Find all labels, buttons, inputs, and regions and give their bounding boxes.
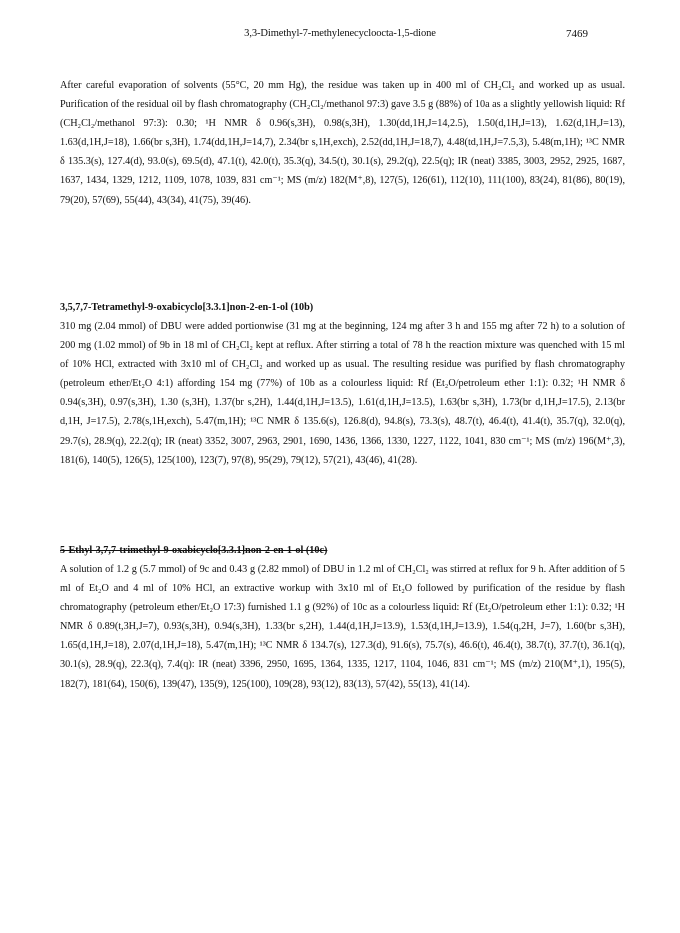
paragraph-10b: 310 mg (2.04 mmol) of DBU were added portionwise (31 mg at the beginning, 124 mg after 3 h and 155 mg after 72 h) to a solution of 200 mg (1.02 mmol) of 9b in 18 ml of CH₂Cl₂ kept at reflux. After stirring a total of 78 h the reaction mixture was quenched with 15 ml of 10% HCl, extracted with 3x10 ml of CH₂Cl₂ and worked up as usual. The resulting residue was purified by flash chromatography (petroleum ether/Et₂O 4:1) affording 154 mg (77%) of 10b as a colourless liquid: Rf (Et₂O/petroleum ether 1:1): 0.32; ¹H NMR δ 0.94(s,3H), 0.97(s,3H), 1.30 (s,3H), 1.37(br s,2H), 1.44(d,1H,J=13.5), 1.61(d,1H,J=13.5), 1.63(br s,3H), 1.73(br d,1H,J=17.5), 2.13(br d,1H, J=17.5), 2.78(s,1H,exch), 5.47(m,1H); ¹³C NMR δ 135.6(s), 126.8(d), 94.8(s), 73.3(s), 48.7(t), 46.4(t), 41.4(t), 35.7(q), 32.0(q), 29.7(s), 28.9(q), 22.2(q); IR (neat) 3352, 3007, 2963, 2901, 1690, 1436, 1366, 1330, 1227, 1122, 1041, 830 cm⁻¹; MS (m/z) 196(M⁺,3), 181(6), 140(5), 126(5), 125(100), 123(7), 97(8), 95(29), 79(12), 57(21), 43(46), 41(28). [60,321,625,466]
section-10c [60,541,625,694]
paragraph-10a: After careful evaporation of solvents (55°C, 20 mm Hg), the residue was taken up in 400 ml of CH₂Cl₂ and worked up as usual. Purification of the residual oil by flash chromatography (CH₂Cl₂/methanol 97:3) gave 3.5 g (88%) of 10a as a slightly yellowish liquid: Rf (CH₂Cl₂/methanol 97:3): 0.30; ¹H NMR δ 0.96(s,3H), 0.98(s,3H), 1.30(dd,1H,J=14,2.5), 1.50(d,1H,J=13), 1.62(d,1H,J=13), 1.63(d,1H,J=18), 1.66(br s,3H), 1.74(dd,1H,J=14,7), 2.34(br s,1H,exch), 2.52(dd,1H,J=18,7), 4.48(td,1H,J=7.5,3), 5.48(m,1H); ¹³C NMR δ 135.3(s), 127.4(d), 93.0(s), 69.5(d), 47.1(t), 42.0(t), 35.3(q), 34.5(t), 30.1(s), 29.2(q), 22.5(q); IR (neat) 3385, 3003, 2952, 2925, 1687, 1637, 1434, 1329, 1212, 1109, 1078, 1039, 831 cm⁻¹; MS (m/z) 182(M⁺,8), 127(5), 126(61), 112(10), 111(100), 83(24), 81(86), 80(19), 79(20), 57(69), 55(44), 43(34), 41(75), 39(46). [60,80,625,206]
paragraph-10c: A solution of 1.2 g (5.7 mmol) of 9c and 0.43 g (2.82 mmol) of DBU in 1.2 ml of CH₂Cl₂ was stirred at reflux for 9 h. After addition of 5 ml of Et₂O and 4 ml of 10% HCl, an extractive workup with 3x10 ml of Et₂O followed by purification of the residue by flash chromatography (petroleum ether/Et₂O 17:3) furnished 1.1 g (92%) of 10c as a colourless liquid: Rf (Et₂O/petroleum ether 1:1): 0.32; ¹H NMR δ 0.89(t,3H,J=7), 0.93(s,3H), 0.94(s,3H), 1.33(br s,2H), 1.44(d,1H,J=13.9), 1.53(d,1H,J=13.9), 1.54(q,2H, J=7), 1.60(br s,3H), 1.65(d,1H,J=18), 2.07(d,1H,J=18), 5.47(m,1H); ¹³C NMR δ 134.7(s), 127.3(d), 91.6(s), 75.7(s), 46.6(t), 46.4(t), 38.7(t), 37.7(t), 36.1(q), 30.1(s), 28.9(q), 22.3(q), 7.4(q): IR (neat) 3396, 2950, 1695, 1364, 1335, 1217, 1104, 1046, 831 cm⁻¹; MS (m/z) 210(M⁺,1), 195(5), 182(7), 181(64), 150(6), 139(47), 135(9), 125(100), 109(28), 93(12), 83(13), 57(42), 55(13), 41(14). [60,564,625,690]
heading-10b: 3,5,7,7-Tetramethyl-9-oxabicyclo[3.3.1]non-2-en-1-ol (10b) [60,302,314,313]
page-number: 7469 [566,28,588,40]
heading-10c: 5-Ethyl-3,7,7-trimethyl-9-oxabicyclo[3.3.1]non-2-en-1-ol (10c) [60,545,328,556]
section-10b [60,298,625,470]
running-head [0,28,680,44]
section-10a-workup [60,76,625,210]
running-head-title: 3,3-Dimethyl-7-methylenecycloocta-1,5-dione [244,28,436,39]
